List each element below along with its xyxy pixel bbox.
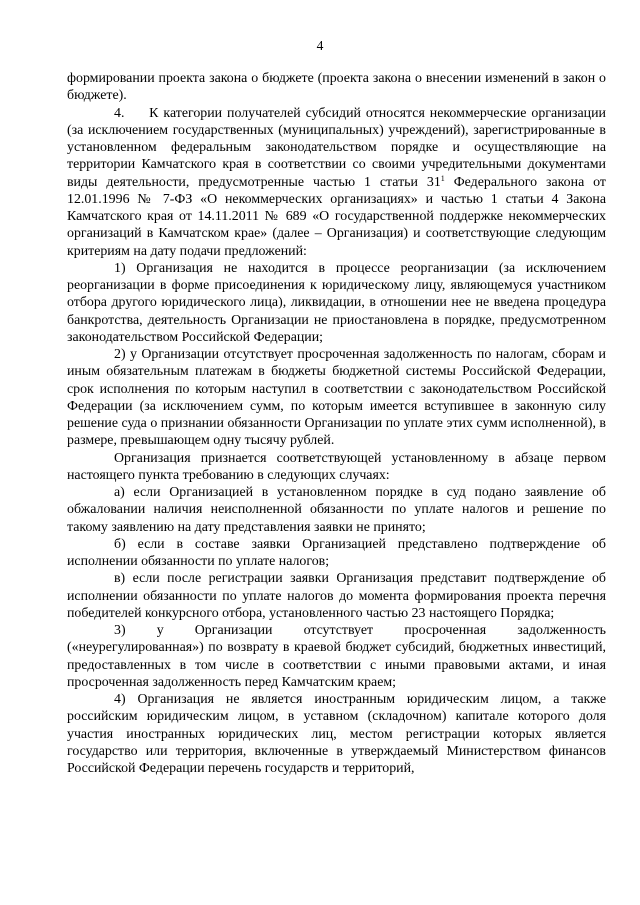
paragraph-4-recipient-categories	[67, 105, 606, 260]
paragraph-budget-law-continuation: формировании проекта закона о бюджете (проекта закона о внесении изменений в закон о бюджете).	[67, 71, 606, 104]
criterion-1-reorganization: 1) Организация не находится в процессе реорганизации (за исключением реорганизации в форме присоединения к юридическому лицу, являющемуся участником отбора другого юридического лица), ликвидации, в отношении нее не введена процедура банкротства, деятельность Организации не приостановлена в порядке, предусмотренном законодательством Российской Федерации;	[67, 260, 606, 345]
article-superscript: 1	[440, 173, 445, 183]
criterion-3-subsidy-debt: 3) у Организации отсутствует просроченная задолженность («неурегулированная») по возврату в краевой бюджет субсидий, бюджетных инвестиций, предоставленных в том числе в соответствии с иными правовыми актами, и иная просроченная задолженность перед Камчатским краем;	[67, 623, 606, 690]
paragraph-4-text-end: Федерального закона от 12.01.1996 № 7-ФЗ «О некоммерческих организациях» и частью 1 статьи 4 Закона Камчатского края от 14.11.2011 № 689 «О государственной поддержке некоммерческих организаций в Камчатском крае» (далее – Организация) и соответствующие следующим критериям на дату подачи предложений:	[67, 174, 606, 259]
page-number: 4	[316, 38, 324, 53]
criterion-2-tax-debt: 2) у Организации отсутствует просроченная задолженность по налогам, сборам и иным обязательным платежам в бюджеты бюджетной системы Российской Федерации, срок исполнения по которым наступил в соответствии с законодательством Российской Федерации (за исключением сумм, по которым имеется вступившее в законную силу решение суда о признании обязанности Организации по уплате этих сумм исполненной), в размере, превышающем одну тысячу рублей.	[67, 347, 606, 449]
case-c-after-registration: в) если после регистрации заявки Организация представит подтверждение об исполнении обязанности по уплате налогов до момента формирования проекта перечня победителей конкурсного отбора, установленного частью 23 настоящего Порядка;	[67, 571, 606, 621]
case-a-court-appeal: а) если Организацией в установленном порядке в суд подано заявление об обжаловании наличия неисполненной обязанности по уплате налогов и решение по такому заявлению на дату представления заявки не принято;	[67, 485, 606, 535]
paragraph-4-text-start: 4. К категории получателей субсидий относятся некоммерческие организации (за исключением государственных (муниципальных) учреждений), зарегистрированные в установленном федеральным законодательством порядке и осуществляющие на территории Камчатского края в соответствии со своими учредительными документами виды деятельности, предусмотренные частью 1 статьи 31	[67, 105, 606, 190]
criterion-4-foreign-entity: 4) Организация не является иностранным юридическим лицом, а также российским юридическим лицом, в уставном (складочном) капитале которого доля участия иностранных юридических лиц, местом регистрации которых является государство или территория, включенные в утверждаемый Министерством финансов Российской Федерации перечень государств и территорий,	[67, 692, 606, 776]
document-body	[67, 70, 606, 777]
case-b-confirmation: б) если в составе заявки Организацией представлено подтверждение об исполнении обязанности по уплате налогов;	[67, 536, 606, 569]
paragraph-compliance-cases: Организация признается соответствующей установленному в абзаце первом настоящего пункта требованию в следующих случаях:	[67, 450, 606, 483]
